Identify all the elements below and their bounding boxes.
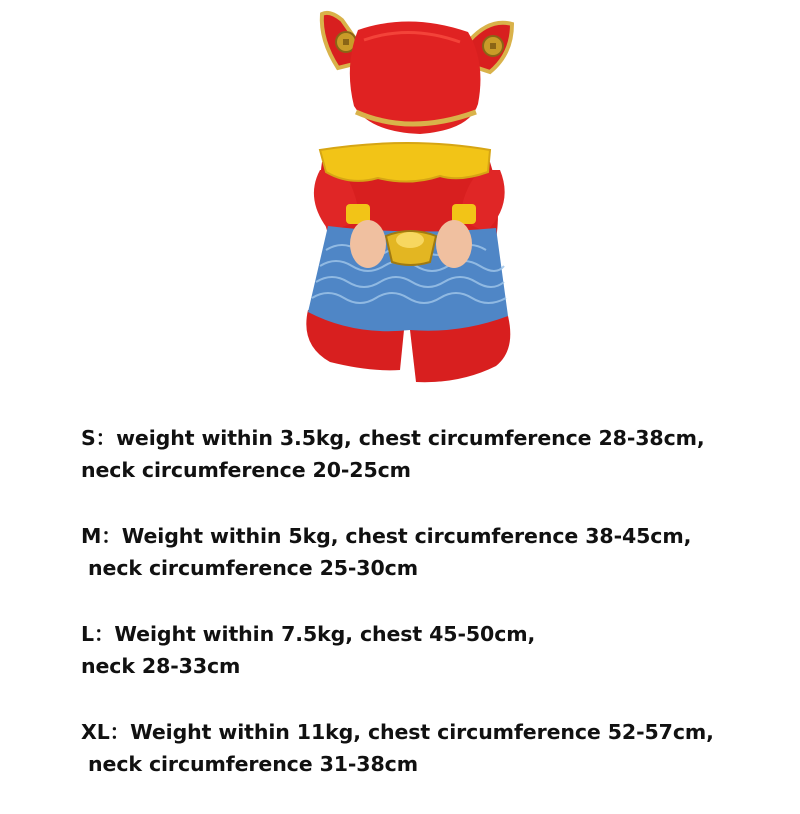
size-xl-line-1: XL：Weight within 11kg, chest circumference 52-57cm,	[81, 720, 714, 744]
hand-left	[350, 220, 386, 268]
size-entry-xl	[81, 716, 781, 780]
size-s-line-2: neck circumference 20-25cm	[81, 458, 411, 482]
hand-right	[436, 220, 472, 268]
size-m-line-1: M：Weight within 5kg, chest circumference 38-45cm,	[81, 524, 692, 548]
size-m-line-2: neck circumference 25-30cm	[81, 556, 418, 580]
size-l-line-1: L：Weight within 7.5kg, chest 45-50cm,	[81, 622, 536, 646]
size-xl-line-2: neck circumference 31-38cm	[81, 752, 418, 776]
costume	[306, 143, 510, 382]
size-s-line-1: S：weight within 3.5kg, chest circumference 28-38cm,	[81, 426, 705, 450]
size-list	[81, 422, 781, 814]
size-l-line-2: neck 28-33cm	[81, 654, 241, 678]
size-entry-l	[81, 618, 781, 682]
size-entry-m	[81, 520, 781, 584]
hat	[322, 13, 512, 134]
size-entry-s	[81, 422, 781, 486]
gold-collar	[320, 143, 490, 182]
product-photo	[290, 0, 530, 400]
